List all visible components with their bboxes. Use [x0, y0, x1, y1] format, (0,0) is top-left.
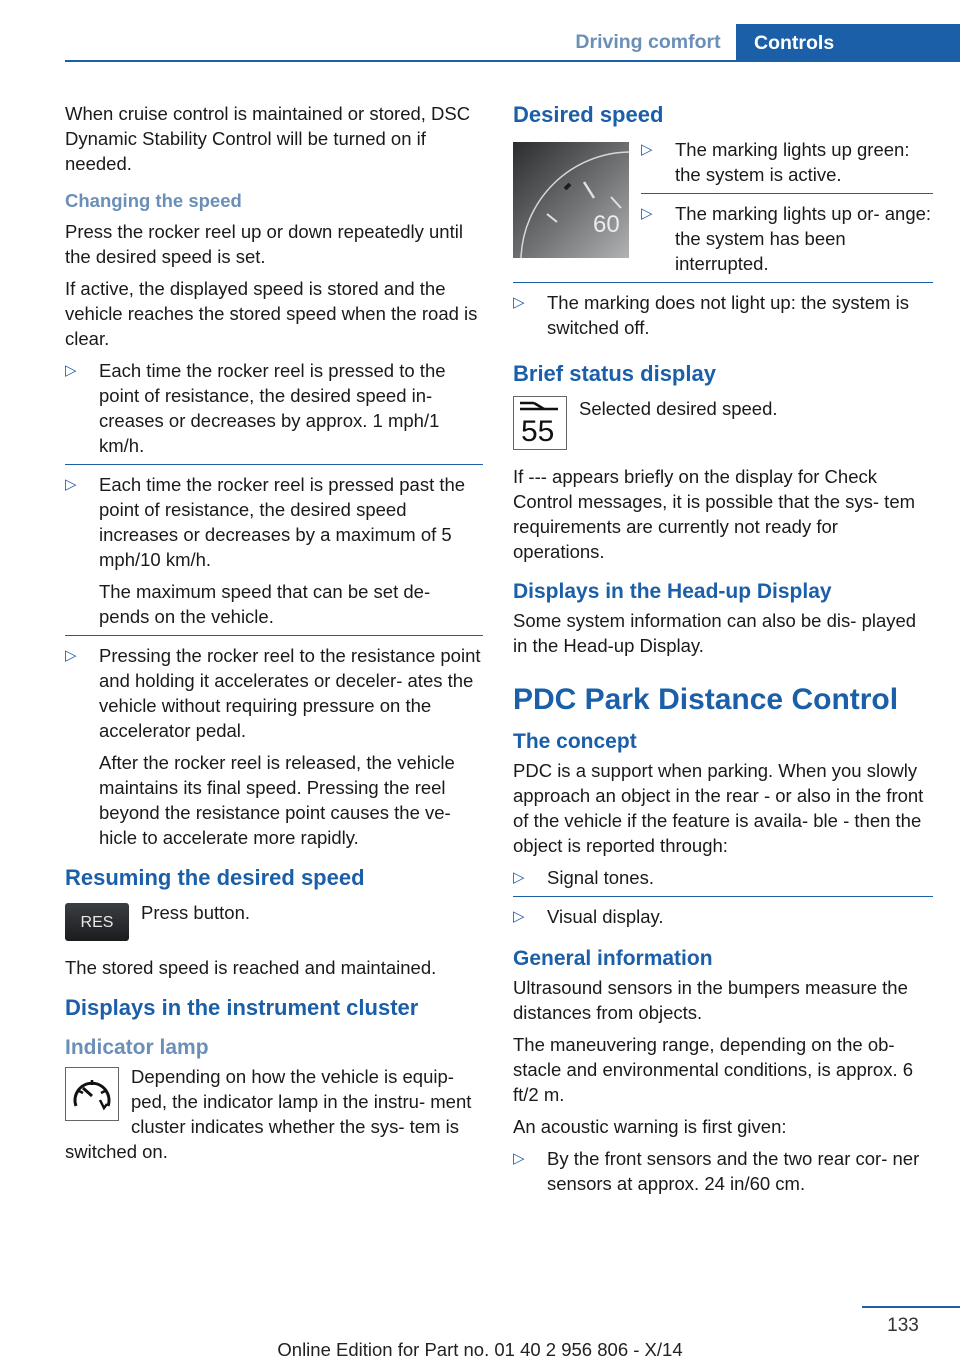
desired-speed-row	[513, 137, 933, 282]
brief-status-row	[513, 396, 933, 450]
res-text: Press button.	[141, 902, 251, 923]
right-column	[513, 101, 933, 1202]
divider	[641, 193, 933, 194]
bullet-triangle-icon: ▷	[513, 1150, 525, 1167]
header-chapter-tab: Controls	[736, 24, 960, 62]
bullet-triangle-icon: ▷	[65, 647, 77, 664]
general-paragraph-2: The maneuvering range, depending on the ob‐ stacle and environmental conditions, is approx. 6 ft/2 m.	[513, 1034, 914, 1105]
intro-paragraph: When cruise control is maintained or stored, DSC Dynamic Stability Control will be turned on if needed.	[65, 103, 471, 174]
general-information-heading: General information	[513, 947, 713, 970]
hud-text: Some system information can also be dis‐ played in the Head-up Display.	[513, 610, 917, 656]
bullet-triangle-icon: ▷	[513, 908, 525, 925]
list-item-note: After the rocker reel is released, the vehicle maintains its final speed. Pressing the reel beyond the resistance point causes the ve‐ hicle to accelerate more rapidly.	[99, 752, 455, 848]
divider	[65, 464, 483, 465]
gauge-number: 60	[593, 211, 620, 238]
list-item	[65, 643, 483, 850]
list-item	[65, 472, 483, 629]
stored-speed-text: The stored speed is reached and maintained.	[65, 957, 437, 978]
speedometer-gauge-icon	[513, 142, 629, 258]
list-item-text: Pressing the rocker reel to the resistance point and holding it accelerates or deceler‐ ates the vehicle without requiring pressure on the accelerator pedal.	[99, 645, 481, 741]
list-item	[641, 201, 933, 276]
list-item	[513, 904, 933, 929]
list-item-text: Signal tones.	[547, 867, 654, 888]
bullet-triangle-icon: ▷	[513, 869, 525, 886]
bullet-triangle-icon: ▷	[65, 362, 77, 379]
footer-rule	[862, 1306, 960, 1308]
general-paragraph-1: Ultrasound sensors in the bumpers measure the distances from objects.	[513, 977, 908, 1023]
list-item-text: The marking lights up green: the system is active.	[675, 139, 910, 185]
page-number: 133	[887, 1315, 919, 1336]
check-control-text: If --- appears briefly on the display for Check Control messages, it is possible that the sys‐ tem requirements are currently not ready for operations.	[513, 466, 916, 562]
changing-paragraph-2: If active, the displayed speed is stored and the vehicle reaches the stored speed when the road is clear.	[65, 278, 478, 349]
indicator-row	[65, 1064, 483, 1164]
bullet-triangle-icon: ▷	[641, 205, 653, 222]
list-item	[513, 1146, 933, 1196]
display-number: 55	[521, 415, 555, 448]
brief-status-text: Selected desired speed.	[579, 398, 778, 419]
divider	[513, 896, 933, 897]
divider	[513, 282, 933, 283]
pdc-heading: PDC Park Distance Control	[513, 683, 899, 716]
indicator-lamp-heading: Indicator lamp	[65, 1036, 209, 1059]
concept-text: PDC is a support when parking. When you slowly approach an object in the rear - or also in the front of the vehicle if the feature is availa‐ ble - then the object is reported through:	[513, 760, 924, 856]
list-item-note: The maximum speed that can be set de‐ pends on the vehicle.	[99, 581, 431, 627]
resuming-speed-heading: Resuming the desired speed	[65, 865, 365, 890]
list-item	[641, 137, 933, 187]
list-item	[513, 865, 933, 890]
cruise-control-speedometer-icon	[65, 1067, 119, 1121]
desired-speed-heading: Desired speed	[513, 102, 664, 127]
list-item	[513, 290, 933, 340]
left-column	[65, 101, 483, 1164]
changing-paragraph-1: Press the rocker reel up or down repeatedly until the desired speed is set.	[65, 221, 463, 267]
res-button-icon: RES	[65, 903, 129, 941]
instrument-cluster-heading: Displays in the instrument cluster	[65, 995, 419, 1020]
general-paragraph-3: An acoustic warning is first given:	[513, 1116, 787, 1137]
brief-status-heading: Brief status display	[513, 361, 716, 386]
header-section-tab: Driving comfort	[575, 30, 721, 53]
indicator-text: Depending on how the vehicle is equip‐ ped, the indicator lamp in the instru‐ ment cluster indicates whether the sys‐ tem is switched on.	[65, 1066, 472, 1162]
bullet-triangle-icon: ▷	[641, 141, 653, 158]
list-item-text: Visual display.	[547, 906, 664, 927]
list-item-text: The marking does not light up: the system is switched off.	[547, 292, 909, 338]
edition-footer: Online Edition for Part no. 01 40 2 956 806 - X/14	[277, 1339, 683, 1360]
list-item-text: Each time the rocker reel is pressed past the point of resistance, the desired speed increases or decreases by a maximum of 5 mph/10 km/h.	[99, 474, 466, 570]
changing-speed-heading: Changing the speed	[65, 190, 242, 211]
res-row	[65, 900, 483, 941]
list-item-text: Each time the rocker reel is pressed to the point of resistance, the desired speed in‐ creases or decreases by approx. 1 mph/1 km/h.	[99, 360, 446, 456]
list-item-text: The marking lights up or‐ ange: the system has been interrupted.	[675, 203, 932, 274]
list-item-text: By the front sensors and the two rear cor‐ ner sensors at approx. 24 in/60 cm.	[547, 1148, 920, 1194]
speed-display-icon	[513, 396, 567, 450]
bullet-triangle-icon: ▷	[513, 294, 525, 311]
bullet-triangle-icon: ▷	[65, 476, 77, 493]
list-item	[65, 358, 483, 458]
concept-heading: The concept	[513, 730, 637, 753]
hud-heading: Displays in the Head-up Display	[513, 580, 832, 603]
divider	[65, 635, 483, 636]
